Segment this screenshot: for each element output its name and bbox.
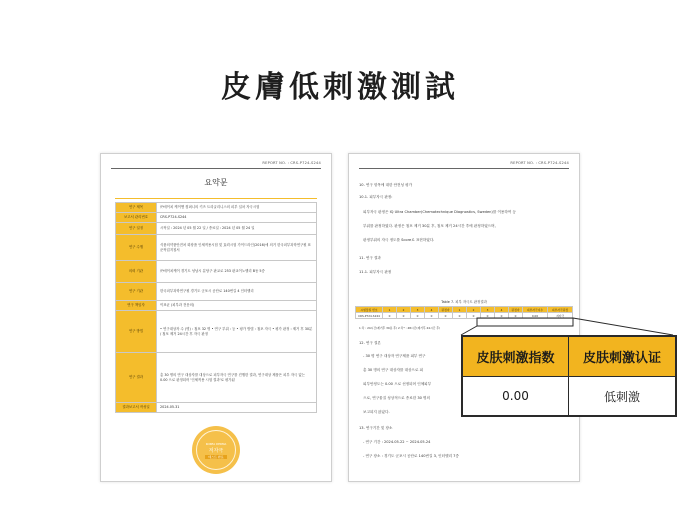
- row-label: 연구 방법: [116, 311, 157, 353]
- callout-value-index: 0.00: [463, 376, 569, 415]
- table-header-cell: 피부자극지수: [523, 307, 548, 313]
- report-number: REPORT NO. : CRS-P724-S244: [262, 161, 321, 165]
- table-cell: 0: [495, 313, 509, 319]
- section-heading: 11. 연구 결과: [359, 256, 381, 260]
- table-cell: 0: [397, 313, 411, 319]
- section-heading: 10. 연구 항목에 대한 안전성 평가: [359, 183, 413, 187]
- row-value: 총 30 명의 연구 대상자를 대상으로 피부자극 연구를 진행한 결과, 연구대상 제품은 피부 자극 없는 0.00 으로 판정되어 '인체적용 시험 결과'로 평가됨: [157, 353, 317, 403]
- table-cell: 0: [411, 313, 425, 319]
- table-header-cell: 3: [411, 307, 425, 313]
- table-header-cell: 3: [481, 307, 495, 313]
- row-value: ㈜에이치 케이엔 컴퍼니의 키즈 트리클리니스의 피부 일차 자극시험: [157, 203, 317, 213]
- table-cell: 0: [509, 313, 523, 319]
- row-value: ㈜에이치케이 경기도 성남시 분당구 판교로 253 판교이노밸리 B동 5층: [157, 261, 317, 283]
- row-value: CRS-P724-S244: [157, 213, 317, 223]
- stamp-middle-text: 저자극: [208, 447, 224, 454]
- row-label: 연구 제목: [116, 203, 157, 213]
- table-header-cell: 4: [495, 307, 509, 313]
- row-value: 이표균 (피부과 전문의): [157, 301, 317, 311]
- table-note: 1 차 : 24시간(제거후 30분 후) 2 차* : 48시간(제거후 24시간 후): [359, 326, 441, 330]
- summary-title: 요약문: [204, 178, 228, 187]
- table-cell: 0: [383, 313, 397, 319]
- body-text: - 연구 장소 : 경기도 군포시 공단로 140번길 3, 인터밸리 7층: [363, 454, 459, 458]
- row-value: 시작일 : 2024 년 05 월 22 일 / 종료일 : 2024 년 05 월 24 일: [157, 223, 317, 235]
- row-label: 의뢰 기관: [116, 261, 157, 283]
- table-header-cell: 피부자극판정: [548, 307, 573, 313]
- row-label: 보고서 관리번호: [116, 213, 157, 223]
- row-label: 연구 수행: [116, 235, 157, 261]
- subsection-heading: 11.1. 피부자극 판정: [359, 270, 392, 274]
- row-label: 결과보고서 작성일: [116, 403, 157, 413]
- table-header-cell: 1: [453, 307, 467, 313]
- row-label: 연구 책임자: [116, 301, 157, 311]
- body-text: - 연구 기간 : 2024.05.22 ~ 2024.05.24: [363, 440, 431, 444]
- table-header-cell: 4: [425, 307, 439, 313]
- stamp-top-text: KOREA DERMA: [205, 441, 227, 446]
- table-header-cell: 판정자: [509, 307, 523, 313]
- table-cell: 저자극: [548, 313, 573, 319]
- table-cell: 0.00: [523, 313, 548, 319]
- row-value: 2024.05.31: [157, 403, 317, 413]
- table-header-cell: 시험물질 번호: [356, 307, 383, 313]
- body-text: 총 30 명의 연구 대상자를 대상으로 피: [363, 368, 424, 372]
- body-text: 피부안정도는 0.00 으로 선정되어 인체피부: [363, 382, 432, 386]
- callout-value-certification: 低刺激: [569, 376, 675, 415]
- table-cell: CRS-P724-S244: [356, 313, 383, 319]
- row-value: • 연구대상자 수 (명) : 첩포 32 명 • 연구 부위 : 등 • 평가 방법 : 첩포 자극 • 평가 판정 : 제거 후 30분 / 첩포 제거 24시간 후 자극 판정: [157, 311, 317, 353]
- table-header-cell: 2: [467, 307, 481, 313]
- table-cell: 0: [439, 313, 453, 319]
- body-text: 판정부위의 자극 정도를 Score로 표현하였다.: [363, 238, 435, 242]
- section-heading: 13. 연구기간 및 장소: [359, 426, 393, 430]
- body-text: 부위를 판정하였다. 판정은 첩포 제거 30분 후, 첩포 제거 24시간 후에 판정하였으며,: [363, 224, 496, 228]
- body-text: 피부자극 판정은 IQ Ultra Chamber(Chemotechnique Diagnostics, Sweden)를 이용하여 등: [363, 210, 516, 214]
- table-header-cell: 1: [383, 307, 397, 313]
- table-header-cell: 2: [397, 307, 411, 313]
- subsection-heading: 10.1. 피부자극 판정:: [359, 195, 393, 199]
- row-label: 연구 결과: [116, 353, 157, 403]
- body-text: 보고되지 않았다.: [363, 410, 390, 414]
- table-caption: Table 7. 피부 자극도 판정결과: [441, 300, 487, 304]
- page-title: 皮膚低刺激測試: [221, 70, 459, 105]
- stamp-bottom-text: 테스트 완료: [205, 455, 226, 459]
- callout-header-certification: 皮肤刺激认证: [569, 337, 675, 376]
- row-label: 연구 기관: [116, 283, 157, 301]
- table-cell: 0: [453, 313, 467, 319]
- result-callout-box: [461, 335, 677, 417]
- row-label: 연구 일정: [116, 223, 157, 235]
- section-heading: 12. 연구 결론: [359, 341, 381, 345]
- body-text: - 30 명 연구 대상자 연구제품 피부 연구: [363, 354, 426, 358]
- row-value: 한국피부과학연구원 경기도 군포시 공단로 140번길 4 인터밸리: [157, 283, 317, 301]
- table-cell: 0: [467, 313, 481, 319]
- table-cell: 0: [425, 313, 439, 319]
- report-number: REPORT NO. : CRS-P724-S244: [510, 161, 569, 165]
- callout-header-index: 皮肤刺激指数: [463, 337, 569, 376]
- body-text: 으로, 연구물질 성상적으로 종료한 30 명의: [363, 396, 430, 400]
- table-header-cell: 판정자: [439, 307, 453, 313]
- row-value: 식품의약품안전처 화장품 인체적용시험 및 효력시험 가이드라인(2016)에 의거 한국피부과학연구원 표준작업지침서: [157, 235, 317, 261]
- table-cell: 0: [481, 313, 495, 319]
